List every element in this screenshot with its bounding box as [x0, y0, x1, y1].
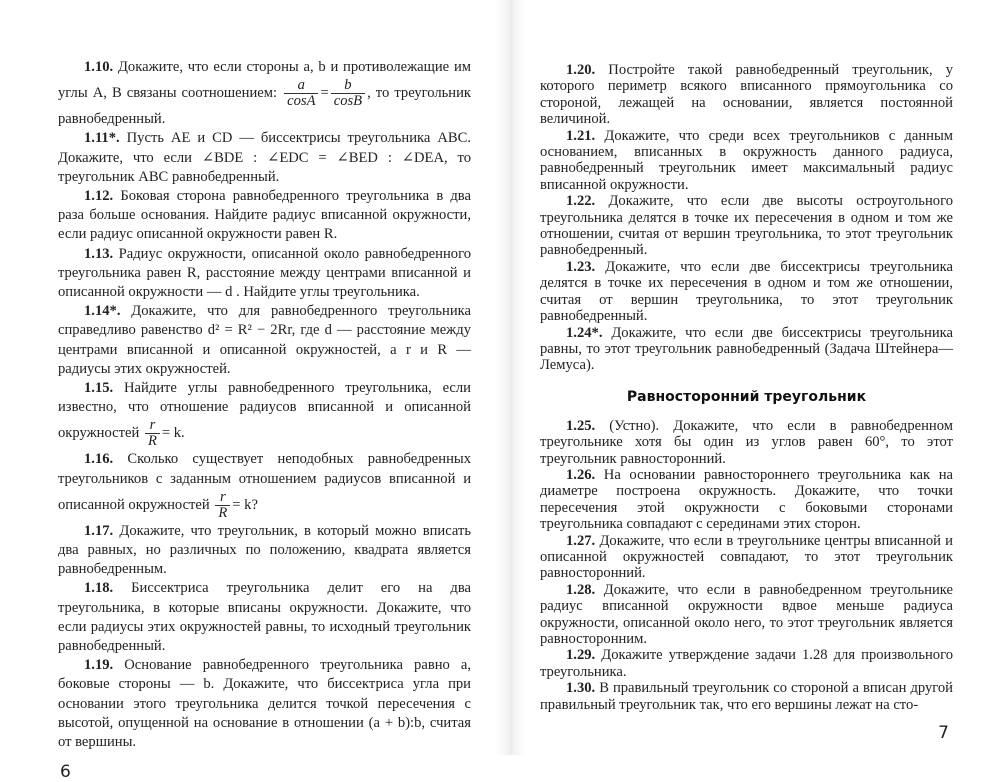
problem-text: Докажите, что если стороны a, b и противолежащие им углы A, B связаны соотношением:: [58, 59, 471, 102]
problem-1-19: [58, 656, 471, 752]
problem-1-26: [540, 467, 953, 533]
numerator: r: [145, 418, 160, 434]
problem-number: 1.30.: [566, 680, 596, 697]
problem-1-12: [58, 187, 471, 245]
problem-number: 1.20.: [566, 62, 596, 78]
problem-1-23: [540, 259, 953, 325]
problem-1-10: [58, 58, 471, 129]
problem-number: 1.25.: [566, 417, 596, 434]
problem-text: Докажите, что если две биссектрисы треугольника делятся в точке их пересечения в одном и том же отношении, считая от вершин треугольника, то этот треугольник равнобедренный.: [540, 258, 953, 325]
problem-1-27: [540, 533, 953, 582]
left-page-text: [58, 58, 471, 782]
problem-number: 1.15.: [84, 380, 114, 397]
fraction: [331, 78, 365, 109]
problem-text: , то треугольник равнобедренный.: [58, 85, 471, 128]
problem-1-16: [58, 450, 471, 521]
problem-text: = k.: [161, 425, 185, 442]
numerator: a: [284, 78, 318, 94]
equals-sign: =: [320, 85, 329, 102]
problem-number: 1.21.: [566, 127, 596, 144]
problem-number: 1.26.: [566, 466, 596, 483]
problem-text: На основании равностороннего треугольника как на диаметре построена окружность. Докажите, что точки пересечения этой окружности с боковыми сторонами треугольника совпадают с серединами этих сторон.: [540, 466, 953, 533]
problem-text: = k?: [232, 496, 258, 513]
section-title: Равносторонний треугольник: [626, 388, 867, 405]
problem-1-21: [540, 128, 953, 194]
problem-number: 1.13.: [84, 245, 114, 262]
problem-number: 1.23.: [566, 258, 596, 275]
fraction: [145, 418, 160, 449]
denominator: cosA: [287, 93, 316, 110]
problems-before-section: [540, 62, 953, 374]
problem-1-22: [540, 193, 953, 259]
problem-text: Пусть AE и CD — биссектрисы треугольника ABC. Докажите, что если ∠BDE : ∠EDC = ∠BED : ∠DEA, то треугольник ABC равнобедренный.: [58, 130, 471, 185]
problem-number: 1.17.: [84, 522, 114, 539]
problem-1-29: [540, 647, 953, 680]
problem-number: 1.29.: [566, 647, 596, 664]
problems-after-section: [540, 418, 953, 713]
page-number-left: 6: [60, 762, 71, 782]
problem-number: 1.16.: [84, 451, 114, 468]
problem-1-20: [540, 62, 953, 128]
problem-text: Докажите, что среди всех треугольников с данным основанием, вписанных в окружность данного радиуса, равнобедренный треугольник имеет максимальный радиус вписанной окружности.: [540, 127, 953, 193]
numerator: r: [215, 490, 230, 506]
problem-text: Постройте такой равнобедренный треугольник, у которого периметр всякого вписанного прямоугольника со стороной, лежащей на основании, является постоянной величиной.: [540, 62, 953, 128]
problem-1-24: [540, 325, 953, 374]
problem-number: 1.27.: [566, 532, 596, 549]
problem-text: Докажите утверждение задачи 1.28 для произвольного треугольника.: [540, 647, 953, 680]
problem-text: Биссектриса треугольника делит его на два треугольника, в которые вписаны окружности. Докажите, что если радиусы этих окружностей равны, то исходный треугольник равнобедренный.: [58, 580, 471, 655]
problem-number: 1.22.: [566, 193, 596, 210]
problem-1-13: [58, 245, 471, 303]
problem-text: (Устно). Докажите, что если в равнобедренном треугольнике хотя бы один из углов равен 60°, то этот треугольник равносторонний.: [540, 417, 953, 467]
page-number-right: 7: [938, 723, 949, 744]
problem-text: Докажите, что треугольник, в который можно вписать два равных, но различных по положению, квадрата является равнобедренным.: [58, 522, 471, 578]
problem-text: В правильный треугольник со стороной a вписан другой правильный треугольник так, что его вершины лежат на сто-: [540, 680, 953, 713]
problem-text: Докажите, что если две высоты остроугольного треугольника делятся в точке их пересечения в одном и том же отношении, считая от вершин треугольника, то этот треугольник равнобедренный.: [540, 193, 953, 259]
denominator: R: [218, 504, 228, 521]
problem-1-18: [58, 579, 471, 656]
problem-1-17: [58, 522, 471, 580]
book-gutter: [496, 0, 526, 755]
problem-text: Основание равнобедренного треугольника равно a, боковые стороны — b. Докажите, что биссектриса угла при основании этого треугольника делится точкой пересечения с высотой, опущенной на основание в отношении (a + b):b, считая от вершины.: [58, 657, 471, 751]
problem-number: 1.14*.: [84, 303, 121, 320]
problem-1-25: [540, 418, 953, 467]
problem-number: 1.10.: [84, 59, 114, 75]
problem-number: 1.28.: [566, 581, 596, 598]
problem-number: 1.18.: [84, 580, 114, 597]
problem-1-15: [58, 379, 471, 450]
problem-text: Найдите углы равнобедренного треугольника, если известно, что отношение радиусов вписанной и описанной окружностей: [58, 380, 471, 442]
denominator: cosB: [333, 93, 363, 110]
problem-1-14: [58, 302, 471, 379]
denominator: R: [147, 433, 157, 450]
problem-1-11: [58, 129, 471, 187]
problem-text: Радиус окружности, описанной около равнобедренного треугольника равен R, расстояние между центрами вписанной и описанной окружности — d . Найдите углы треугольника.: [58, 245, 471, 301]
problem-1-28: [540, 582, 953, 648]
problem-text: Докажите, что если в равнобедренном треугольнике радиус вписанной окружности вдвое меньше радиуса окружности, описанной около него, то этот треугольник является равносторонним.: [540, 581, 953, 647]
problem-text: Докажите, что для равнобедренного треугольника справедливо равенство d² = R² − 2Rr, где d — расстояние между центрами вписанной и описанной окружностей, а r и R — радиусы этих окружностей.: [58, 303, 471, 377]
problem-text: Сколько существует неподобных равнобедренных треугольников с заданным отношением радиусов вписанной и описанной окружностей: [58, 451, 471, 513]
problem-1-30: [540, 680, 953, 713]
problem-text: Боковая сторона равнобедренного треугольника в два раза больше основания. Найдите радиус вписанной окружности, если радиус описанной окружности равен R.: [58, 188, 471, 243]
problem-number: 1.11*.: [84, 130, 120, 147]
fraction: [284, 78, 318, 109]
problem-number: 1.12.: [84, 188, 114, 205]
problem-number: 1.24*.: [566, 324, 603, 341]
right-page-text: [540, 62, 953, 743]
problem-number: 1.19.: [84, 657, 114, 674]
numerator: b: [331, 78, 365, 94]
fraction: [215, 490, 230, 521]
problem-text: Докажите, что если в треугольнике центры вписанной и описанной окружностей совпадают, то этот треугольник равносторонний.: [540, 532, 953, 582]
problem-text: Докажите, что если две биссектрисы треугольника равны, то этот треугольник равнобедренный (Задача Штейнера—Лемуса).: [540, 324, 954, 374]
